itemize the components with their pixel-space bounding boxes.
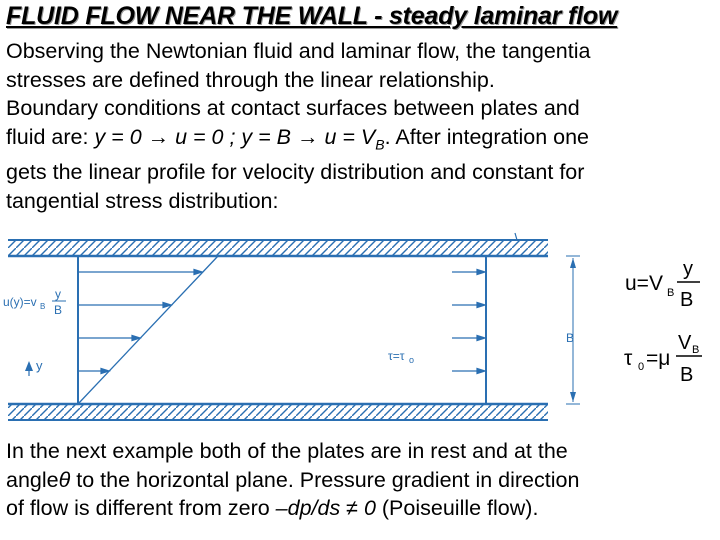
svg-text:B: B [692, 344, 700, 356]
svg-text:y: y [683, 258, 693, 280]
svg-text:τ: τ [624, 347, 633, 370]
svg-text:y: y [55, 287, 61, 301]
svg-text:B: B [40, 302, 46, 311]
outro-line: of flow is different from zero –dp/ds ≠ 0 (Poiseuille flow). [6, 496, 539, 520]
svg-text:V: V [678, 332, 692, 354]
intro-line: Observing the Newtonian fluid and laminar flow, the tangentia [6, 39, 591, 63]
intro-line: stresses are defined through the linear relationship. [6, 67, 495, 92]
svg-text:B: B [54, 303, 63, 317]
outro-paragraph [6, 437, 718, 523]
page-title: FLUID FLOW NEAR THE WALL - steady laminar flow [6, 2, 618, 30]
velocity-profile-line [78, 256, 218, 404]
couette-flow-diagram [0, 232, 720, 432]
shear-stress-label [388, 349, 414, 365]
bottom-plate [8, 404, 548, 420]
svg-text:y: y [36, 358, 43, 373]
svg-text:B: B [680, 289, 694, 311]
height-dimension [566, 256, 580, 404]
svg-text:u(y)=v: u(y)=v [3, 295, 37, 309]
svg-text:B: B [566, 331, 575, 345]
svg-text:o: o [409, 355, 415, 365]
velocity-formula [625, 258, 700, 311]
stress-arrows [452, 270, 485, 374]
profile-label [3, 287, 66, 317]
svg-text:B: B [680, 364, 694, 386]
outro-line: angleθ to the horizontal plane. Pressure gradient in direction [6, 467, 580, 492]
svg-text:0: 0 [638, 361, 645, 373]
top-plate [8, 233, 548, 256]
intro-line: Boundary conditions at contact surfaces between plates and [6, 96, 580, 120]
intro-line: tangential stress distribution: [6, 188, 279, 213]
intro-line: gets the linear profile for velocity distribution and constant for [6, 160, 585, 185]
intro-paragraph [6, 37, 718, 215]
svg-text:u=V: u=V [625, 272, 663, 295]
velocity-arrows [78, 270, 202, 374]
stress-formula [624, 332, 702, 386]
svg-text:B: B [667, 287, 675, 299]
svg-text:τ=τ: τ=τ [388, 349, 405, 363]
y-axis-arrow [25, 358, 43, 376]
outro-line: In the next example both of the plates are in rest and at the [6, 439, 568, 463]
svg-text:=μ: =μ [646, 347, 671, 370]
intro-line: fluid are: y = 0 → u = 0 ; $y = B \to u = V_B$. After integration one [6, 124, 590, 152]
